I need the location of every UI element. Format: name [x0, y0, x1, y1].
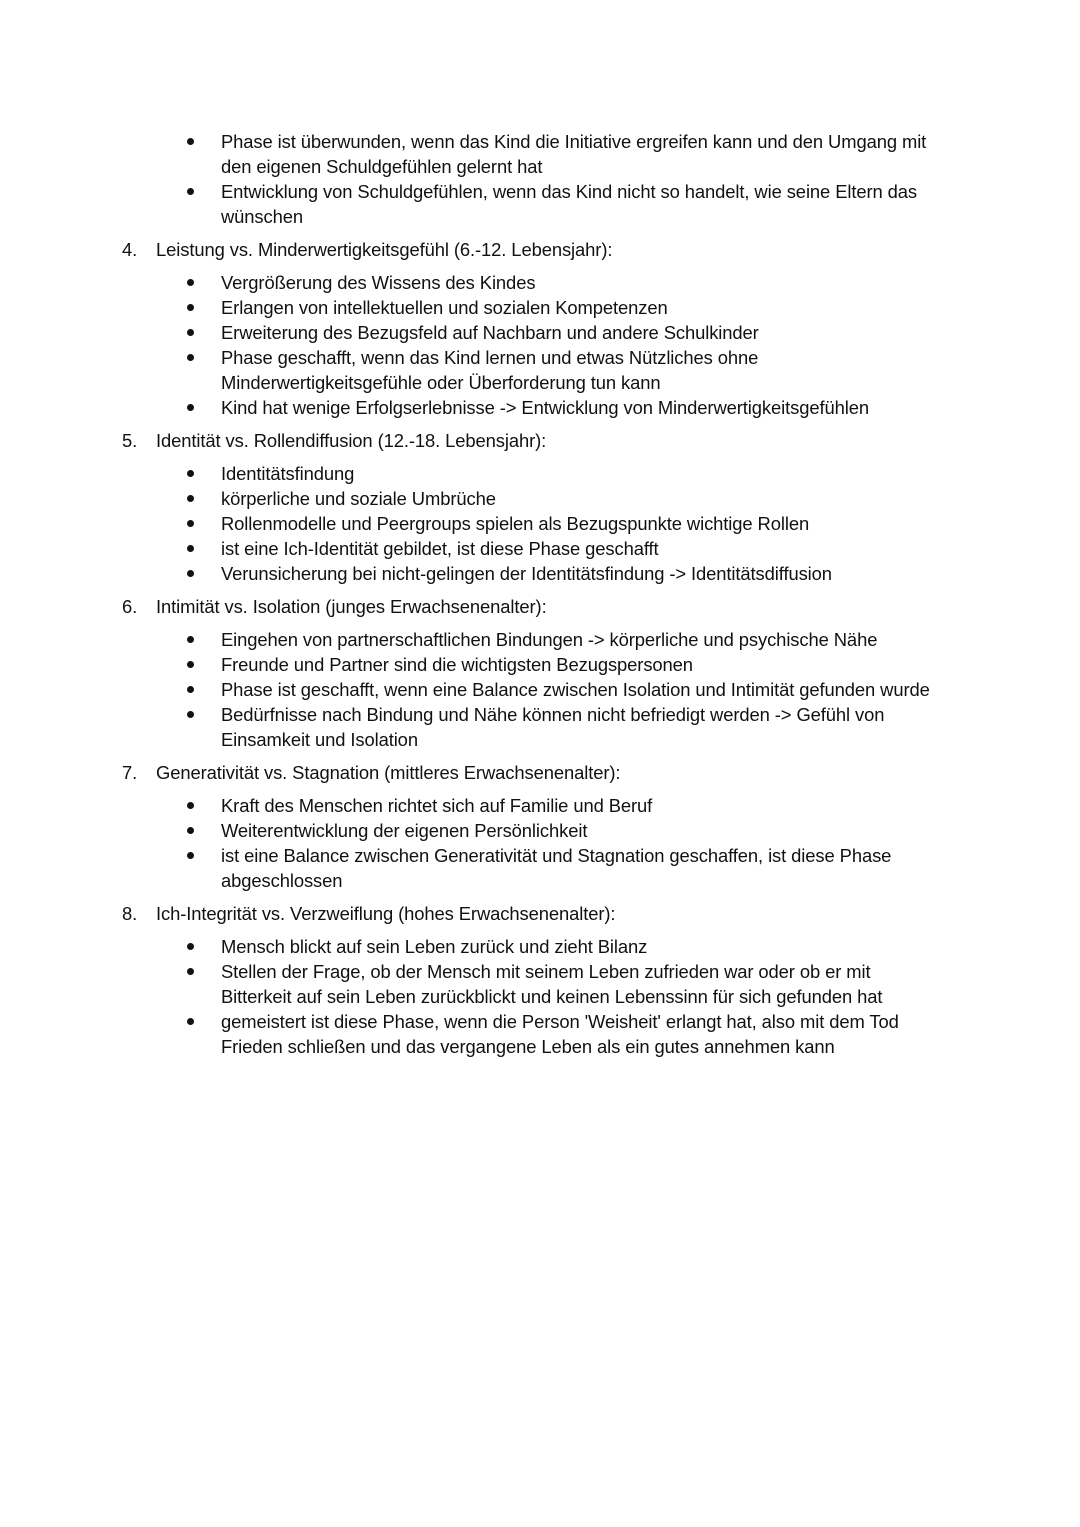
list-item: Kraft des Menschen richtet sich auf Familie und Beruf: [0, 793, 941, 818]
list-item: Kind hat wenige Erfolgserlebnisse -> Entwicklung von Minderwertigkeitsgefühlen: [0, 395, 941, 420]
list-item: Phase ist überwunden, wenn das Kind die Initiative ergreifen kann und den Umgang mit den eigenen Schuldgefühlen gelernt hat: [0, 129, 941, 179]
stage-5-bullet-list: [0, 461, 1080, 586]
list-item: Entwicklung von Schuldgefühlen, wenn das Kind nicht so handelt, wie seine Eltern das wünschen: [0, 179, 941, 229]
list-item: Rollenmodelle und Peergroups spielen als Bezugspunkte wichtige Rollen: [0, 511, 941, 536]
stage-title: Leistung vs. Minderwertigkeitsgefühl (6.-12. Lebensjahr):: [156, 239, 613, 260]
list-item: Verunsicherung bei nicht-gelingen der Identitätsfindung -> Identitätsdiffusion: [0, 561, 941, 586]
stage-number: 4.: [122, 239, 138, 260]
list-item: Stellen der Frage, ob der Mensch mit seinem Leben zufrieden war oder ob er mit Bitterkeit auf sein Leben zurückblickt und keinen Lebenssinn für sich gefunden hat: [0, 959, 941, 1009]
list-item: Erlangen von intellektuellen und sozialen Kompetenzen: [0, 295, 941, 320]
stage-heading-8: [0, 901, 1080, 926]
stage-8-bullet-list: [0, 934, 1080, 1059]
stage-6-bullet-list: [0, 627, 1080, 752]
list-item: Freunde und Partner sind die wichtigsten Bezugspersonen: [0, 652, 941, 677]
stage-7-bullet-list: [0, 793, 1080, 893]
stage-heading-4: [0, 237, 1080, 262]
list-item: gemeistert ist diese Phase, wenn die Person 'Weisheit' erlangt hat, also mit dem Tod Frieden schließen und das vergangene Leben als ein gutes annehmen kann: [0, 1009, 941, 1059]
list-item: Phase geschafft, wenn das Kind lernen und etwas Nützliches ohne Minderwertigkeitsgefühle oder Überforderung tun kann: [0, 345, 941, 395]
stage-number: 6.: [122, 596, 138, 617]
list-item: Mensch blickt auf sein Leben zurück und zieht Bilanz: [0, 934, 941, 959]
list-item: körperliche und soziale Umbrüche: [0, 486, 941, 511]
list-item: Phase ist geschafft, wenn eine Balance zwischen Isolation und Intimität gefunden wurde: [0, 677, 941, 702]
stage-title: Intimität vs. Isolation (junges Erwachsenenalter):: [156, 596, 547, 617]
stage-4-bullet-list: [0, 270, 1080, 420]
stage-heading-5: [0, 428, 1080, 453]
list-item: Weiterentwicklung der eigenen Persönlichkeit: [0, 818, 941, 843]
list-item: ist eine Ich-Identität gebildet, ist diese Phase geschafft: [0, 536, 941, 561]
stage-title: Ich-Integrität vs. Verzweiflung (hohes Erwachsenenalter):: [156, 903, 616, 924]
stage-number: 7.: [122, 762, 138, 783]
list-item: ist eine Balance zwischen Generativität und Stagnation geschaffen, ist diese Phase abgeschlossen: [0, 843, 941, 893]
stage-title: Generativität vs. Stagnation (mittleres Erwachsenenalter):: [156, 762, 621, 783]
list-item: Identitätsfindung: [0, 461, 941, 486]
stage-number: 8.: [122, 903, 138, 924]
document-content: [0, 129, 1080, 1059]
list-item: Erweiterung des Bezugsfeld auf Nachbarn und andere Schulkinder: [0, 320, 941, 345]
list-item: Bedürfnisse nach Bindung und Nähe können nicht befriedigt werden -> Gefühl von Einsamkeit und Isolation: [0, 702, 941, 752]
intro-bullet-list: [0, 129, 1080, 229]
stage-heading-6: [0, 594, 1080, 619]
stage-title: Identität vs. Rollendiffusion (12.-18. Lebensjahr):: [156, 430, 547, 451]
stage-heading-7: [0, 760, 1080, 785]
list-item: Vergrößerung des Wissens des Kindes: [0, 270, 941, 295]
list-item: Eingehen von partnerschaftlichen Bindungen -> körperliche und psychische Nähe: [0, 627, 941, 652]
stage-number: 5.: [122, 430, 138, 451]
